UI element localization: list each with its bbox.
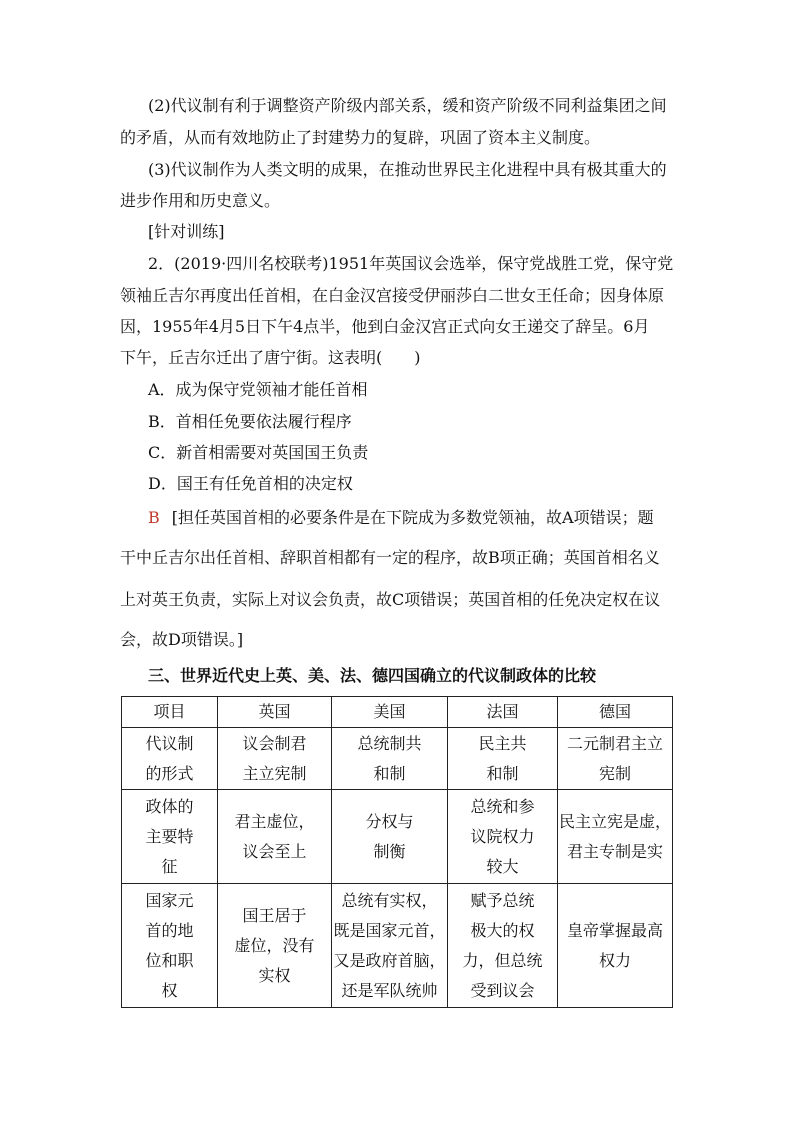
table-cell: 总统和参 议院权力 较大 — [448, 790, 558, 884]
table-header-row — [122, 697, 673, 728]
option-a: A．成为保守党领袖才能任首相 — [148, 380, 368, 399]
option-d: D．国王有任免首相的决定权 — [148, 474, 353, 493]
answer-line-4: 会，故D项错误。] — [120, 630, 244, 649]
question-line-4: 下午，丘吉尔迁出了唐宁街。这表明( ) — [120, 348, 421, 367]
table-row — [122, 884, 673, 1008]
table-cell: 国王居于 虚位，没有 实权 — [218, 884, 332, 1008]
table-cell: 国家元 首的地 位和职 权 — [122, 884, 218, 1008]
table-cell: 民主立宪是虚， 君主专制是实 — [558, 790, 673, 884]
table-header-cell: 德国 — [558, 697, 673, 728]
table-cell: 分权与 制衡 — [332, 790, 448, 884]
table-header-cell: 项目 — [122, 697, 218, 728]
table-cell: 皇帝掌握最高 权力 — [558, 884, 673, 1008]
paragraph-2-line-1: (2)代议制有利于调整资产阶级内部关系，缓和资产阶级不同利益集团之间 — [148, 96, 667, 115]
option-b: B．首相任免要依法履行程序 — [148, 412, 352, 431]
table-row — [122, 790, 673, 884]
answer-letter: B — [148, 508, 160, 527]
table-cell: 民主共 和制 — [448, 728, 558, 790]
table-cell: 总统有实权， 既是国家元首， 又是政府首脑， 还是军队统帅 — [332, 884, 448, 1008]
answer-text-1: [担任英国首相的必要条件是在下院成为多数党领袖，故A项错误；题 — [171, 508, 654, 527]
training-label: [针对训练] — [148, 222, 225, 241]
answer-line-1 — [148, 508, 654, 528]
table-cell: 议会制君 主立宪制 — [218, 728, 332, 790]
table-cell: 代议制 的形式 — [122, 728, 218, 790]
table-header-cell: 英国 — [218, 697, 332, 728]
paragraph-2-line-2: 的矛盾，从而有效地防止了封建势力的复辟，巩固了资本主义制度。 — [120, 128, 601, 147]
section-heading: 三、世界近代史上英、美、法、德四国确立的代议制政体的比较 — [148, 666, 597, 685]
comparison-table — [121, 696, 673, 1008]
question-line-3: 因，1955年4月5日下午4点半，他到白金汉宫正式向女王递交了辞呈。6月 — [120, 317, 650, 336]
question-line-1: 2．(2019·四川名校联考)1951年英国议会选举，保守党战胜工党，保守党 — [148, 254, 674, 273]
table-header-cell: 法国 — [448, 697, 558, 728]
table-cell: 政体的 主要特 征 — [122, 790, 218, 884]
table-cell: 总统制共 和制 — [332, 728, 448, 790]
table-header-cell: 美国 — [332, 697, 448, 728]
question-line-2: 领袖丘吉尔再度出任首相，在白金汉宫接受伊丽莎白二世女王任命；因身体原 — [120, 286, 665, 305]
paragraph-3-line-1: (3)代议制作为人类文明的成果，在推动世界民主化进程中具有极其重大的 — [148, 160, 667, 179]
option-c: C．新首相需要对英国国王负责 — [148, 443, 369, 462]
answer-line-2: 干中丘吉尔出任首相、辞职首相都有一定的程序，故B项正确；英国首相名义 — [120, 548, 660, 567]
table-row — [122, 728, 673, 790]
table-cell: 君主虚位， 议会至上 — [218, 790, 332, 884]
table-cell: 赋予总统 极大的权 力，但总统 受到议会 — [448, 884, 558, 1008]
table-cell: 二元制君主立 宪制 — [558, 728, 673, 790]
answer-line-3: 上对英王负责，实际上对议会负责，故C项错误；英国首相的任免决定权在议 — [120, 590, 661, 609]
paragraph-3-line-2: 进步作用和历史意义。 — [120, 191, 281, 210]
